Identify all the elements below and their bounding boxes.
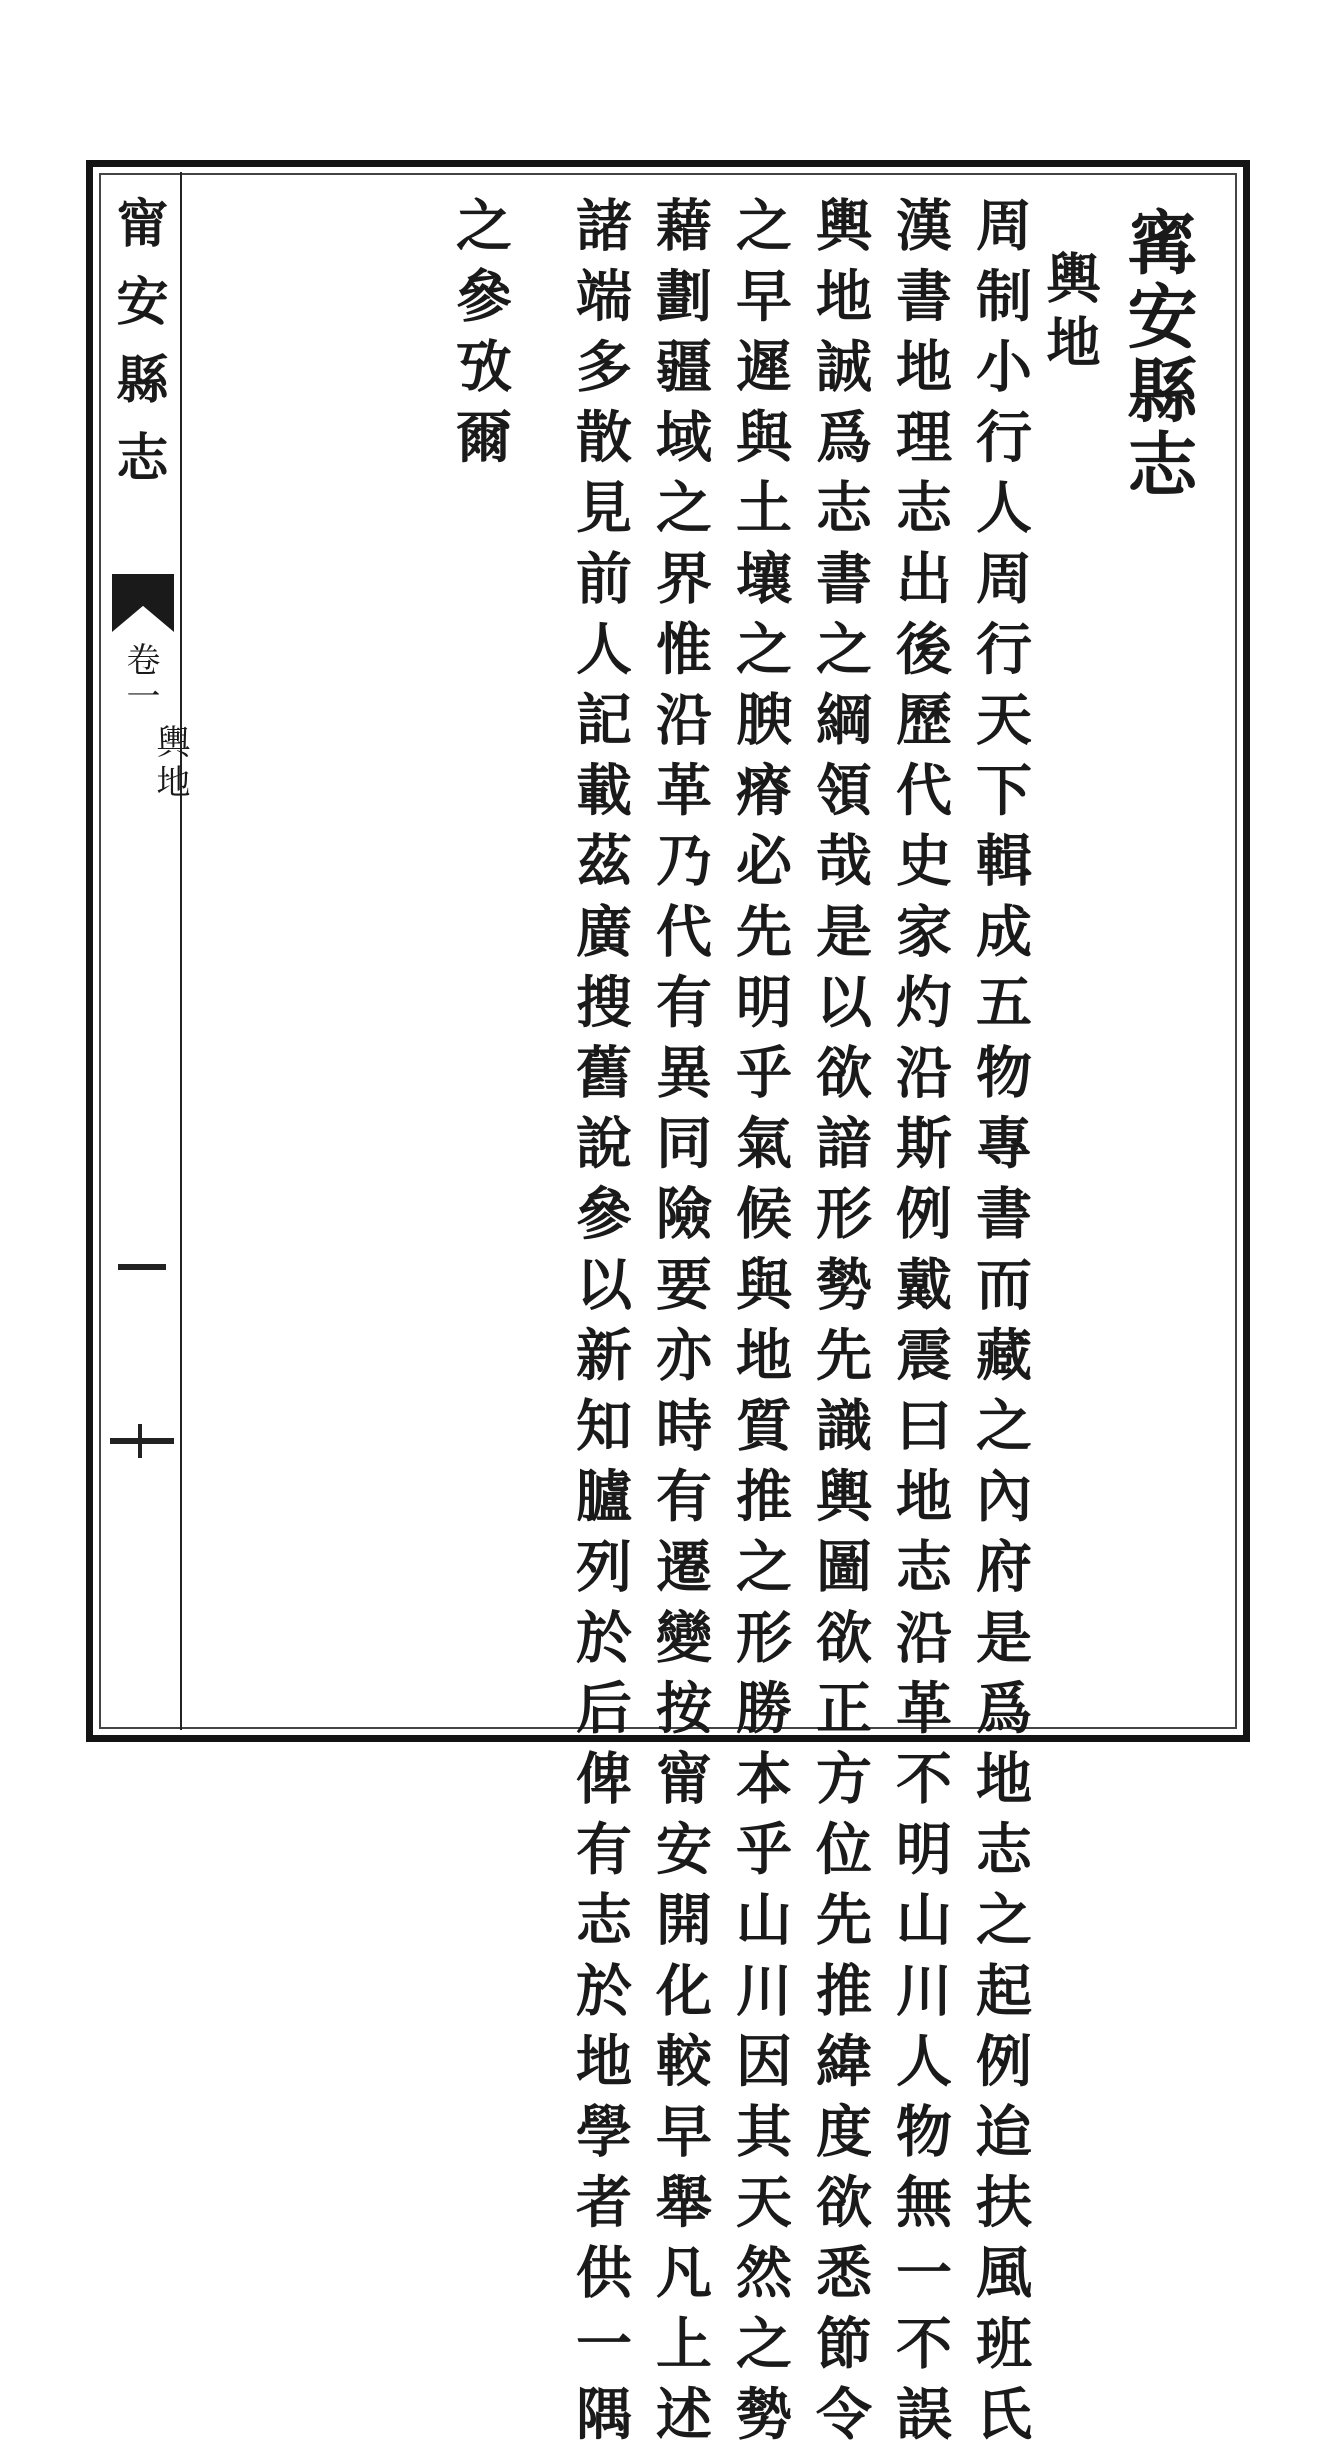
body-line: 漢書地理志出後歷代史家灼沿斯例戴震曰地志沿革不明山川人物無一不誤 <box>887 196 953 2455</box>
page-number-mark <box>118 1264 166 1270</box>
body-line: 周制小行人周行天下輯成五物專書而藏之內府是爲地志之起例迨扶風班氏 <box>967 196 1033 2455</box>
body-line: 輿地誠爲志書之綱領哉是以欲諳形勢先識輿圖欲正方位先推緯度欲悉節令 <box>807 196 873 2455</box>
page-number-mark-secondary <box>110 1438 174 1444</box>
text-area <box>200 196 1230 2455</box>
margin-section-label: 輿地 <box>150 724 190 804</box>
margin-book-title: 甯安縣志 <box>107 196 168 508</box>
page-title: 寗安縣志 <box>1116 206 1199 502</box>
body-line: 之早遲與土壤之腴瘠必先明乎氣候與地質推之形勝本乎山川因其天然之勢 <box>727 196 793 2455</box>
body-line: 諸端多散見前人記載茲廣搜舊說參以新知臚列於后俾有志於地學者供一隅 <box>567 196 633 2455</box>
body-line: 藉劃疆域之界惟沿革乃代有異同險要亦時有遷變按甯安開化較早舉凡上述 <box>647 196 713 2455</box>
body-line: 之參攷爾 <box>447 196 513 479</box>
section-heading: 輿地 <box>1038 250 1102 378</box>
margin-volume-label: 卷一 <box>120 642 160 714</box>
